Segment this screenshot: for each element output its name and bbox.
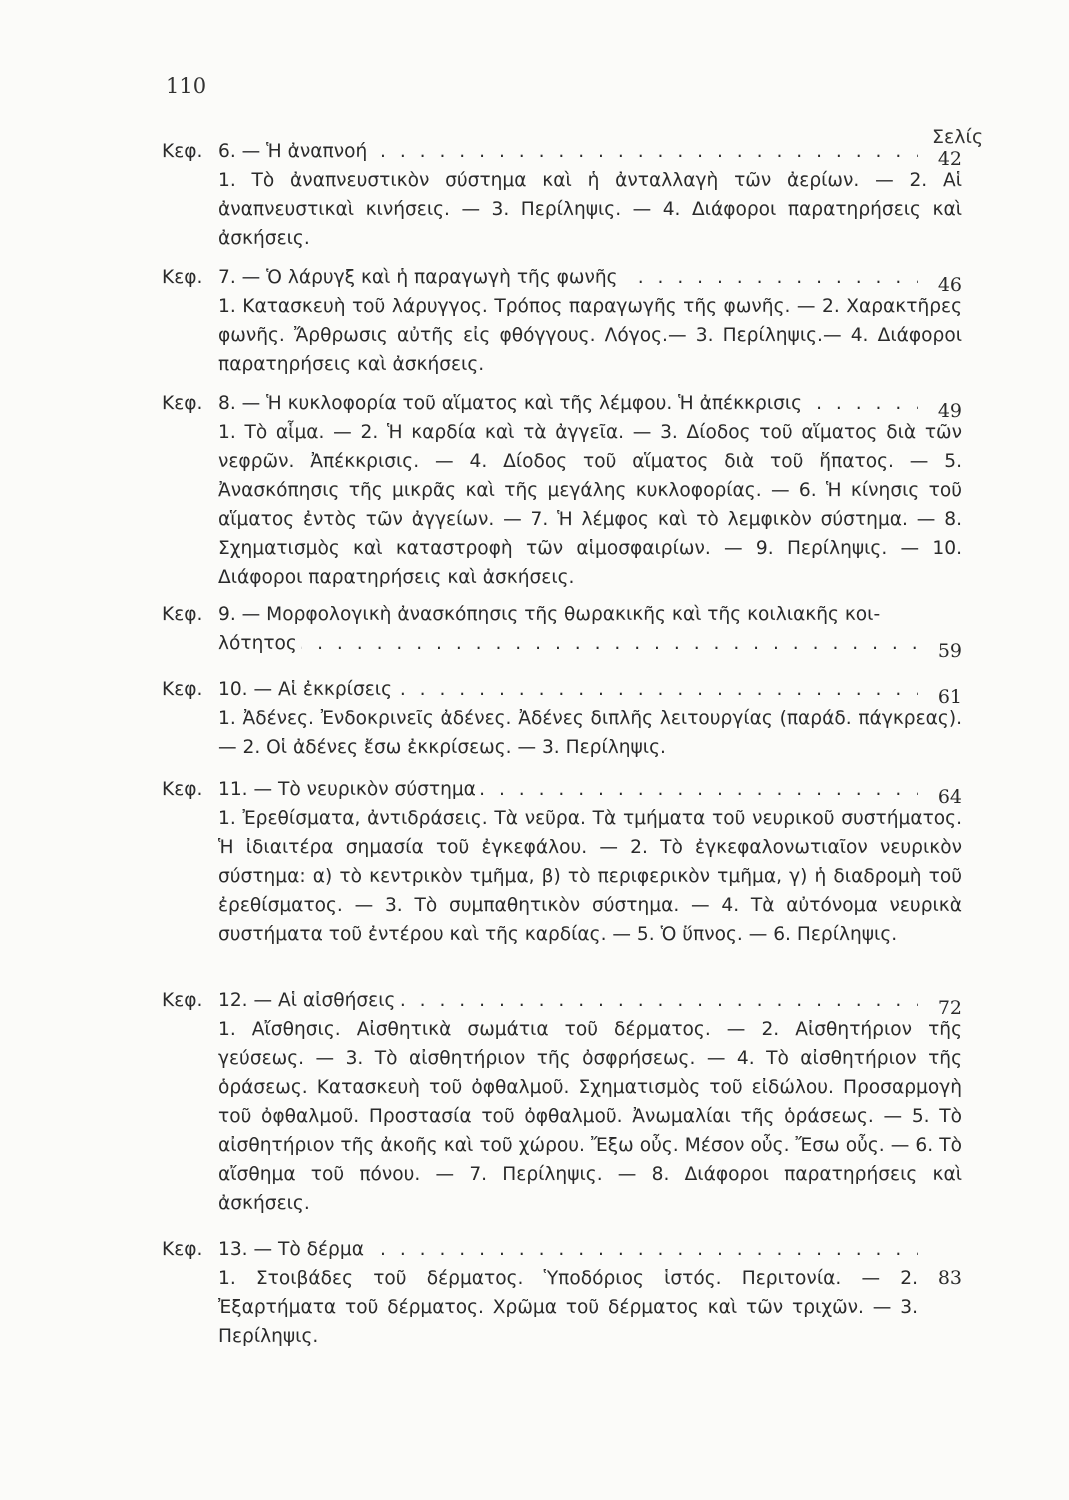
chapter-subtopics: 1. Ἀδένες. Ἐνδοκρινεῖς ἀδένες. Ἀδένες διπλῆς λειτουργίας (παράδ. πάγκρεας). — 2. Οἱ ἀδένες ἔσω ἐκκρίσεως. — 3. Περίληψις. [218, 708, 962, 758]
toc-entry-chapter-11 [162, 775, 962, 949]
chapter-subtopics: 1. Τὸ αἷμα. — 2. Ἡ καρδία καὶ τὰ ἀγγεῖα. — 3. Δίοδος τοῦ αἵματος διὰ τῶν νεφρῶν. Ἀπέκκρισις. — 4. Δίοδος τοῦ αἵματος διὰ τοῦ ἥπατος. — 5. Ἀνασκόπησις τῆς μικρᾶς καὶ τῆς μεγάλης κυκλοφορίας. — 6. Ἡ κίνησις τοῦ αἵματος ἐντὸς τῶν ἀγγείων. — 7. Ἡ λέμφος καὶ τὸ λεμφικὸν σύστημα. — 8. Σχηματισμὸς καὶ καταστροφὴ τῶν αἱμοσφαιρίων. — 9. Περίληψις. — 10. Διάφοροι παρατηρήσεις καὶ ἀσκήσεις. [218, 422, 962, 588]
entry-heading [162, 1235, 962, 1264]
chapter-prefix: Κεφ. [162, 267, 203, 288]
chapter-title: 13. — Τὸ δέρμα [218, 1239, 364, 1260]
chapter-page-number: 49 [937, 400, 962, 418]
toc-entry-chapter-9 [162, 600, 962, 658]
chapter-page-number: 59 [937, 640, 962, 658]
entry-heading [162, 263, 962, 292]
toc-entry-chapter-7 [162, 263, 962, 379]
chapter-title: 10. — Αἱ ἐκκρίσεις [218, 679, 393, 700]
page-column-header: Σελίς [932, 126, 984, 148]
entry-heading [162, 389, 962, 418]
toc-entry-chapter-13 [162, 1235, 962, 1351]
chapter-prefix: Κεφ. [162, 990, 203, 1011]
chapter-title: 7. — Ὁ λάρυγξ καὶ ἡ παραγωγὴ τῆς φωνῆς [218, 267, 618, 288]
chapter-subtopics: 1. Κατασκευὴ τοῦ λάρυγγος. Τρόπος παραγωγῆς τῆς φωνῆς. — 2. Χαρακτῆρες φωνῆς. Ἄρθρωσις αὐτῆς εἰς φθόγγους. Λόγος.— 3. Περίληψις.— 4. Διάφοροι παρατηρήσεις καὶ ἀσκήσεις. [218, 296, 962, 375]
entry-heading [162, 986, 962, 1015]
chapter-title: 6. — Ἡ ἀναπνοή [218, 141, 368, 162]
toc-entry-chapter-10 [162, 675, 962, 762]
toc-entry-chapter-12 [162, 986, 962, 1218]
chapter-title: 8. — Ἡ κυκλοφορία τοῦ αἵματος καὶ τῆς λέμφου. Ἡ ἀπέκκρισις [218, 393, 803, 414]
chapter-page-number: 72 [937, 997, 962, 1015]
chapter-prefix: Κεφ. [162, 779, 203, 800]
toc-entry-chapter-6 [162, 137, 962, 253]
chapter-title: 12. — Αἱ αἰσθήσεις [218, 990, 396, 1011]
chapter-page-number: 46 [937, 274, 962, 292]
entry-heading-continued [218, 629, 962, 658]
chapter-title: 11. — Τὸ νευρικὸν σύστημα [218, 779, 476, 800]
chapter-page-number: 64 [937, 786, 962, 804]
chapter-subtopics: 1. Τὸ ἀναπνευστικὸν σύστημα καὶ ἡ ἀνταλλαγὴ τῶν ἀερίων. — 2. Αἱ ἀναπνευστικαὶ κινήσεις. — 3. Περίληψις. — 4. Διάφοροι παρατηρήσεις καὶ ἀσκήσεις. [218, 170, 962, 249]
chapter-subtopics: 1. Ἐρεθίσματα, ἀντιδράσεις. Τὰ νεῦρα. Τὰ τμήματα τοῦ νευρικοῦ συστήματος. Ἡ ἰδιαιτέρα σημασία τοῦ ἐγκεφάλου. — 2. Τὸ ἐγκεφαλονωτιαῖον νευρικὸν σύστημα: α) τὸ κεντρικὸν τμῆμα, β) τὸ περιφερικὸν τμῆμα, γ) ἡ διαδρομὴ τοῦ ἐρεθίσματος. — 3. Τὸ συμπαθητικὸν σύστημα. — 4. Τὰ αὐτόνομα νευρικὰ συστήματα τοῦ ἐντέρου καὶ τῆς καρδίας. — 5. Ὁ ὕπνος. — 6. Περίληψις. [218, 808, 962, 945]
entry-heading [162, 137, 962, 166]
chapter-page-number: 42 [937, 148, 962, 166]
chapter-prefix: Κεφ. [162, 393, 203, 414]
entry-heading [162, 600, 962, 629]
entry-heading [162, 775, 962, 804]
chapter-prefix: Κεφ. [162, 679, 203, 700]
chapter-prefix: Κεφ. [162, 1239, 203, 1260]
entry-heading [162, 675, 962, 704]
chapter-page-number: 61 [937, 686, 962, 704]
chapter-title-continued: λότητος [218, 633, 301, 654]
chapter-prefix: Κεφ. [162, 141, 203, 162]
chapter-page-number: 83 [937, 1267, 962, 1289]
page-number: 110 [166, 74, 207, 98]
chapter-subtopics: 1. Αἴσθησις. Αἰσθητικὰ σωμάτια τοῦ δέρματος. — 2. Αἰσθητήριον τῆς γεύσεως. — 3. Τὸ αἰσθητήριον τῆς ὀσφρήσεως. — 4. Τὸ αἰσθητήριον τῆς ὁράσεως. Κατασκευὴ τοῦ ὀφθαλμοῦ. Σχηματισμὸς τοῦ εἰδώλου. Προσαρμογὴ τοῦ ὀφθαλμοῦ. Προστασία τοῦ ὀφθαλμοῦ. Ἀνωμαλίαι τῆς ὁράσεως. — 5. Τὸ αἰσθητήριον τῆς ἀκοῆς καὶ τοῦ χώρου. Ἔξω οὖς. Μέσον οὖς. Ἔσω οὖς. — 6. Τὸ αἴσθημα τοῦ πόνου. — 7. Περίληψις. — 8. Διάφοροι παρατηρήσεις καὶ ἀσκήσεις. [218, 1019, 962, 1214]
chapter-subtopics: 1. Στοιβάδες τοῦ δέρματος. Ὑποδόριος ἱστός. Περιτονία. — 2. Ἐξαρτήματα τοῦ δέρματος. Χρῶμα τοῦ δέρματος καὶ τῶν τριχῶν. — 3. Περίληψις. [218, 1268, 918, 1347]
chapter-title: 9. — Μορφολογικὴ ἀνασκόπησις τῆς θωρακικῆς καὶ τῆς κοιλιακῆς κοι- [218, 604, 881, 625]
toc-entry-chapter-8 [162, 389, 962, 592]
chapter-prefix: Κεφ. [162, 604, 203, 625]
dot-leader [218, 629, 918, 658]
